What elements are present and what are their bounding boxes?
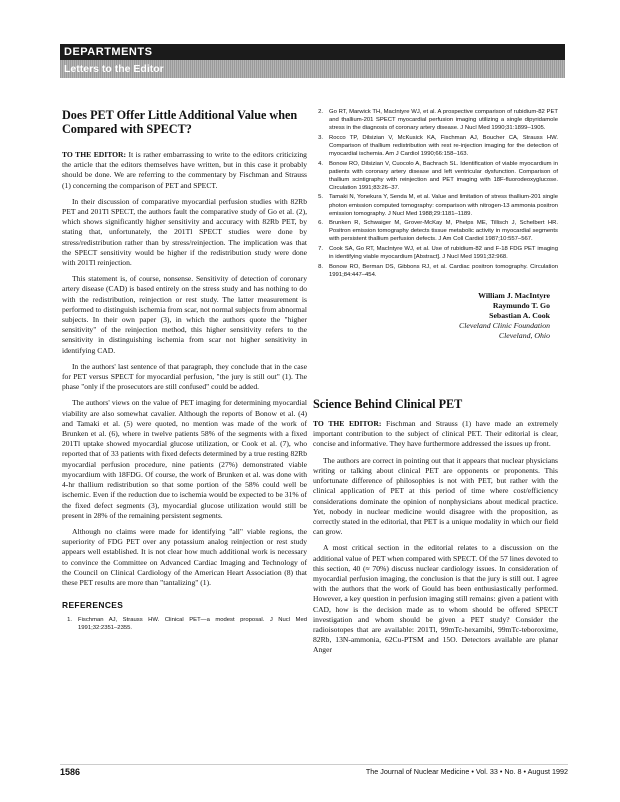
letter1-p1: It is rather embarrassing to write to the editors criticizing the article that the editors themselves have written, but in this case it probably should be done. We are referring to the commentary by Fischman and Strauss (1) concerning the comparison of PET and SPECT. — [62, 150, 307, 190]
letter1-lead: TO THE EDITOR: — [62, 150, 127, 159]
letter2-title: Science Behind Clinical PET — [313, 396, 463, 411]
page-number: 1586 — [60, 767, 81, 777]
references-heading: REFERENCES — [62, 600, 124, 611]
author-name: Sebastian A. Cook — [489, 310, 550, 320]
section-label: Letters to the Editor — [60, 60, 565, 78]
page-footer — [60, 764, 568, 777]
signature-block — [313, 291, 558, 341]
letter1-p6: Although no claims were made for identifying "all" viable regions, the superiority of FDG PET over any potassium analog reinjection or rest study appears well established. It is not clear how much additional work is necessary to convince the Committee on Advanced Cardiac Imaging and Technology of the Council on Clinical Cardiology of the American Heart Association (8) that these PET results are more than "tantalizing" (1). — [62, 526, 307, 587]
letter2-p2: The authors are correct in pointing out that it appears that nuclear physicians writing or talking about clinical PET are opponents or proponents. This unfortunate difference of philosophies is not with PET, but rather with the clinical application of PET at this period of time where cost/efficiency considerations dominate the opinion of nonphysicians about medical practice. Yet, nobody in nuclear medicine would disagree with the proposition, as correctly stated in the editorial, that PET is a unique modality in which our field can grow. — [313, 455, 558, 537]
journal-citation: The Journal of Nuclear Medicine • Vol. 33 • No. 8 • August 1992 — [365, 767, 568, 776]
reference-list-right — [313, 108, 558, 279]
reference-item: 8. Bonow RO, Berman DS, Gibbons RJ, et al. Cardiac positron tomography. Circulation 1991;84:447–454. — [318, 263, 558, 278]
reference-item: 1. Fischman AJ, Strauss HW. Clinical PET—a modest proposal. J Nucl Med 1991;32:2351–2355. — [67, 617, 307, 632]
reference-item: 3. Rocco TP, Dilsizian V, McKusick KA, Fischman AJ, Boucher CA, Strauss HW. Comparison of thallium redistribution with rest re-injection imaging for the detection of myocardial ischemia. Am J Cardiol 1990;66:158–163. — [318, 134, 558, 157]
letter2-p3: A most critical section in the editorial relates to a discussion on the additional value of PET when compared with SPECT. Of the 57 lines devoted to this section, 40 (≈ 70%) discuss nuclear cardiology issues. In consideration of myocardial perfusion imaging, the conclusion is that the jury is still out. I agree with the authors that the work of Gould has been enthusiastically performed. However, a key question in perfusion imaging still remains: given a patient with CAD, how is the decision made as to whom should be offered SPECT investigation and whom should be given a PET study? Consider the radioisotopes that are available: 201Tl, 99mTc-hexamibi, 99mTc-teboroxime, 82Rb, 13N-ammonia, 62Cu-PTSM and 15O. Detectors available are planar Anger — [313, 543, 558, 655]
letter1-p2: In their discussion of comparative myocardial perfusion studies with 82Rb PET and 201Tl SPECT, the authors fault the comparative study of Go et al. (2), which shows significantly higher sensitivity and accuracy with 82Rb PET, by stating that, unfortunately, the 201Tl SPECT studies were done by stress/redistribution rather than by stress/reinjection. The implication was that the SPECT sensitivity would be higher if the redistribution study were done with 201Tl reinjection. — [62, 196, 307, 268]
author-name: Raymundo T. Go — [492, 300, 550, 310]
letter2-paragraph — [313, 419, 558, 450]
reference-list-left — [62, 616, 307, 632]
letter1-p3: This statement is, of course, nonsense. Sensitivity of detection of coronary artery disease (CAD) is based entirely on the stress study and has nothing to do with the redistribution, reinjection or rest study. The latter measurement is performed to distinguish ischemia from scar, not normal subjects from abnormal subjects. In their own paper (3), in which the authors quote the "higher sensitivity" of the reinjection method, this higher sensitivity refers to the sensitivity in distinguishing ischemia from scar not higher sensitivity in identifying CAD. — [62, 274, 307, 355]
letter2-lead: TO THE EDITOR: — [313, 419, 382, 429]
letter2-p1: Fischman and Strauss (1) have made an extremely important contribution to the subject of clinical PET. Their editorial is clear, concise and informative. They have furthermore addressed the issues up front. — [313, 419, 558, 449]
affiliation-location: Cleveland, Ohio — [498, 330, 550, 340]
left-column — [62, 108, 307, 634]
reference-item: 4. Bonow RO, Dilsizian V, Cuocolo A, Bachrach SL. Identification of viable myocardium in patients with coronary artery disease and left ventricular dysfunction. Comparison of thallium scintigraphy with reinjection and PET imaging with 18F-fluorodeoxyglucose. Circulation 1991;83:26–37. — [318, 160, 558, 191]
right-column — [313, 108, 558, 662]
department-label: DEPARTMENTS — [60, 44, 565, 60]
letter1-p5: The authors' views on the value of PET imaging for determining myocardial viability are also somewhat cavalier. Although the reports of Bonow et al. (4) and Tamaki et al. (5) were quoted, no mention was made of the work of Brunken et al. (6), where in twelve patients 58% of the segments with a fixed 201Tl uptake showed myocardial glucose utilization, or Cook et al. (7), who reported that of 33 patients with fixed defects determined by a true resting 82Rb myocardial perfusion procedure, nine patients (27%) demonstrated viable myocardium with 18FDG. Of course, the work of Brunken et al. was done with 4-hr thallium redistribution so that some portion of the 58% could well be ischemic. Even if the reduction due to ischemia would be expected to be 31% of the fixed defect segments (3), myocardial glucose utilization would still be present in 28% of the remaining persistent segments. — [62, 398, 307, 520]
letter1-p4: In the authors' last sentence of that paragraph, they conclude that in the case for PET versus SPECT for myocardial perfusion, "the jury is still out" (1). The phase "only if the prosecutors are still confused" could be added. — [62, 361, 307, 392]
reference-item: 7. Cook SA, Go RT, MacIntyre WJ, et al. Use of rubidium-82 and F-18 FDG PET imaging in identifying viable myocardium [Abstract]. J Nucl Med 1991;32:968. — [318, 246, 558, 261]
author-name: William J. MacIntyre — [478, 290, 550, 300]
department-header — [60, 44, 565, 78]
reference-item: 6. Brunken R, Schwaiger M, Grover-McKay M, Phelps ME, Tillisch J, Schelbert HR. Positron emission tomography detects tissue metabolic activity in myocardial segments with persistent thallium perfusion defects. J Am Coll Cardiol 1987;10:557–567. — [318, 220, 558, 243]
letter1-paragraph — [62, 150, 307, 191]
letter1-title: Does PET Offer Little Additional Value when Compared with SPECT? — [62, 108, 298, 136]
affiliation: Cleveland Clinic Foundation — [459, 320, 550, 330]
reference-item: 5. Tamaki N, Yonekura Y, Senda M, et al. Value and limitation of stress thallium-201 single photon emission computed tomography: comparison with nitrogen-13 ammonia positron emission tomography. J Nucl Med 1988;29:1181–1189. — [318, 194, 558, 217]
reference-item: 2. Go RT, Marwick TH, MacIntyre WJ, et al. A prospective comparison of rubidium-82 PET and thallium-201 SPECT myocardial perfusion imaging utilizing a single dipyridamole stress in the diagnosis of coronary artery disease. J Nucl Med 1990;31:1899–1905. — [318, 109, 558, 132]
